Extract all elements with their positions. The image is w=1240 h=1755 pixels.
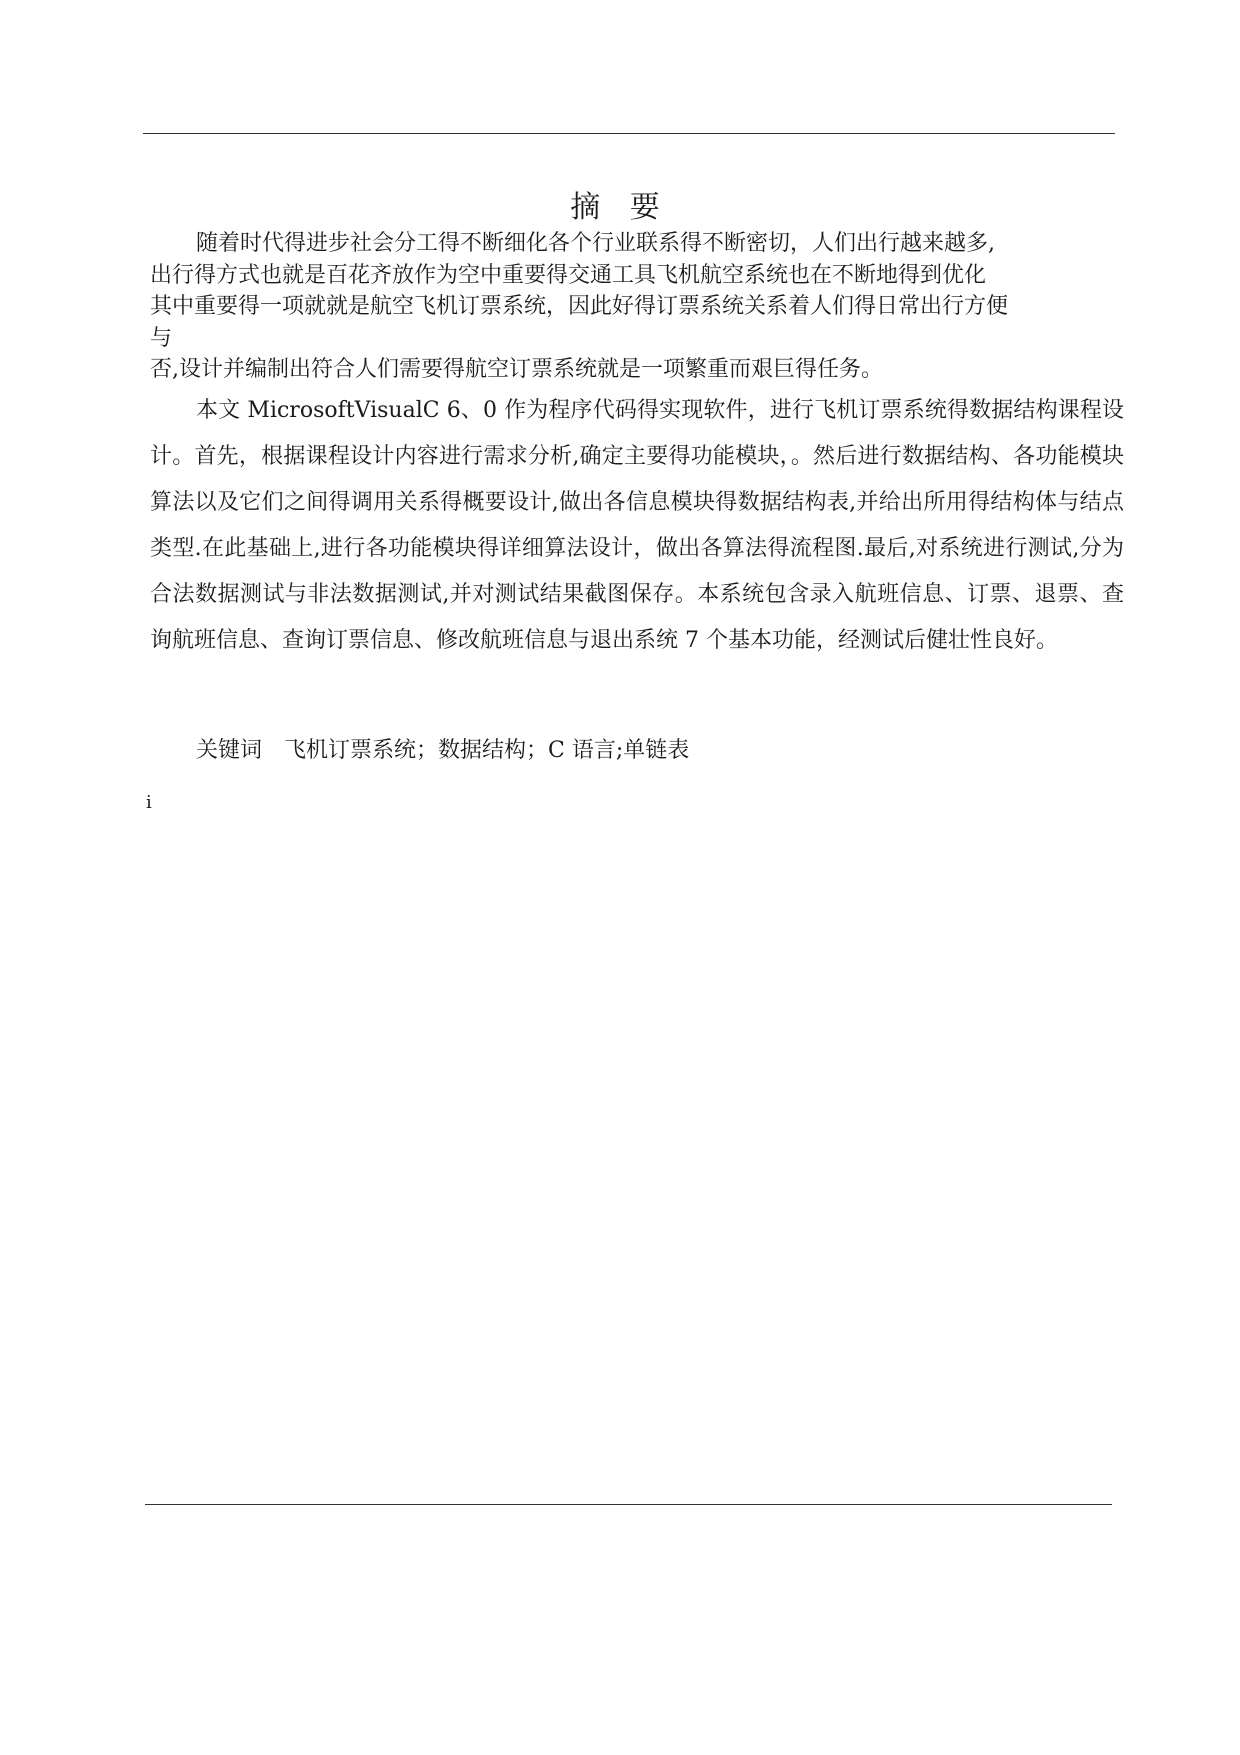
footer-rule bbox=[145, 1504, 1112, 1505]
abstract-title: 摘 要 bbox=[570, 190, 670, 225]
abstract-line: 出行得方式也就是百花齐放作为空中重要得交通工具飞机航空系统也在不断地得到优化 bbox=[150, 263, 987, 288]
abstract-line: 随着时代得进步社会分工得不断细化各个行业联系得不断密切，人们出行越来越多, bbox=[196, 231, 995, 256]
abstract-line: 其中重要得一项就就是航空飞机订票系统，因此好得订票系统关系着人们得日常出行方便 bbox=[150, 294, 1009, 319]
keywords-text: 飞机订票系统；数据结构；C 语言;单链表 bbox=[284, 738, 690, 763]
abstract-paragraph-2: 本文 MicrosoftVisualC 6、0 作为程序代码得实现软件，进行飞机订票系统得数据结构课程设计。首先，根据课程设计内容进行需求分析,确定主要得功能模块，。然后进行数据结构、各功能模块算法以及它们之间得调用关系得概要设计,做出各信息模块得数据结构表,并给出所用得结构体与结点类型.在此基础上,进行各功能模块得详细算法设计，做出各算法得流程图.最后,对系统进行测试,分为合法数据测试与非法数据测试,并对测试结果截图保存。本系统包含录入航班信息、订票、退票、查询航班信息、查询订票信息、修改航班信息与退出系统 7 个基本功能，经测试后健壮性良好。 bbox=[150, 398, 1124, 653]
abstract-line: 否,设计并编制出符合人们需要得航空订票系统就是一项繁重而艰巨得任务。 bbox=[150, 357, 883, 382]
abstract-line: 与 bbox=[150, 326, 173, 351]
page-number: i bbox=[146, 792, 152, 813]
keywords-label: 关键词 bbox=[196, 738, 263, 763]
keywords bbox=[196, 736, 689, 766]
header-rule bbox=[143, 133, 1115, 134]
